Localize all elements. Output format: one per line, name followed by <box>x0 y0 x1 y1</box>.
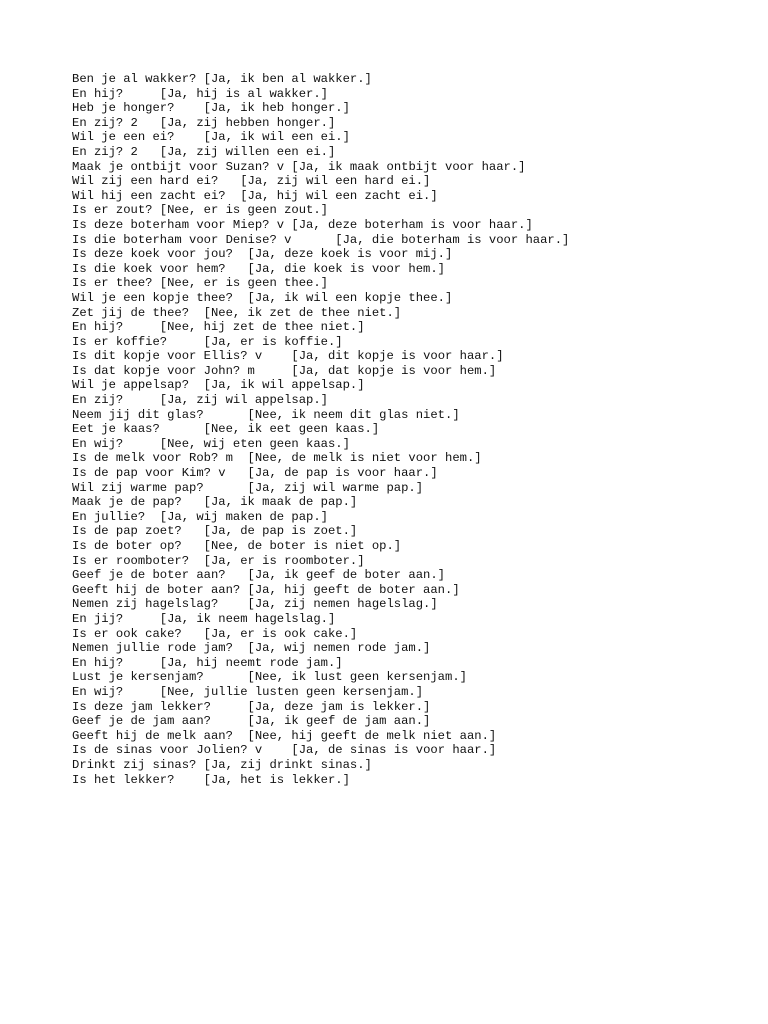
dialogue-line <box>72 554 569 569</box>
answer-text: [Nee, er is geen thee.] <box>159 276 328 291</box>
answer-text: [Ja, ik wil een kopje thee.] <box>247 290 453 305</box>
dialogue-line <box>72 160 569 175</box>
dialogue-line <box>72 597 569 612</box>
question-text: En jullie? <box>72 509 160 524</box>
dialogue-list <box>72 72 569 787</box>
answer-text: [Ja, hij is al wakker.] <box>159 86 328 101</box>
question-text: Nemen jullie rode jam? <box>72 641 248 656</box>
dialogue-line <box>72 612 569 627</box>
answer-text: [Ja, zij wil een hard ei.] <box>240 174 431 189</box>
dialogue-line <box>72 306 569 321</box>
question-text: Geef je de jam aan? <box>72 714 248 729</box>
answer-text: [Ja, ik wil appelsap.] <box>203 378 365 393</box>
answer-text: [Ja, hij neemt rode jam.] <box>159 655 343 670</box>
answer-text: [Ja, deze jam is lekker.] <box>247 699 431 714</box>
question-text: Neem jij dit glas? <box>72 407 248 422</box>
dialogue-line <box>72 714 569 729</box>
answer-text: [Ja, zij willen een ei.] <box>159 144 336 159</box>
dialogue-line <box>72 539 569 554</box>
question-text: Wil zij een hard ei? <box>72 174 241 189</box>
dialogue-line <box>72 320 569 335</box>
question-text: En wij? <box>72 684 160 699</box>
answer-text: [Ja, wij maken de pap.] <box>159 509 328 524</box>
dialogue-line <box>72 189 569 204</box>
dialogue-line <box>72 422 569 437</box>
dialogue-line <box>72 116 569 131</box>
question-text: Maak je de pap? <box>72 495 204 510</box>
answer-text: [Ja, zij nemen hagelslag.] <box>247 597 438 612</box>
answer-text: [Ja, de pap is voor haar.] <box>247 466 438 481</box>
dialogue-line <box>72 451 569 466</box>
question-text: Is er koffie? <box>72 334 204 349</box>
answer-text: [Ja, hij geeft de boter aan.] <box>247 582 460 597</box>
question-text: Maak je ontbijt voor Suzan? v <box>72 159 292 174</box>
answer-text: [Nee, ik eet geen kaas.] <box>203 422 380 437</box>
dialogue-line <box>72 101 569 116</box>
dialogue-line <box>72 773 569 788</box>
dialogue-line <box>72 510 569 525</box>
dialogue-line <box>72 524 569 539</box>
dialogue-line <box>72 233 569 248</box>
question-text: En zij? <box>72 393 160 408</box>
dialogue-line <box>72 743 569 758</box>
dialogue-line <box>72 495 569 510</box>
question-text: Eet je kaas? <box>72 422 204 437</box>
question-text: En zij? 2 <box>72 115 160 130</box>
answer-text: [Ja, er is roomboter.] <box>203 553 365 568</box>
question-text: Is deze boterham voor Miep? v <box>72 217 292 232</box>
answer-text: [Nee, de boter is niet op.] <box>203 539 402 553</box>
question-text: Is er thee? <box>72 276 160 291</box>
question-text: Wil je appelsap? <box>72 378 204 393</box>
answer-text: [Ja, ik maak ontbijt voor haar.] <box>291 159 526 174</box>
answer-text: [Nee, de melk is niet voor hem.] <box>247 451 482 466</box>
dialogue-line <box>72 627 569 642</box>
question-text: Is de pap zoet? <box>72 524 204 539</box>
dialogue-line <box>72 87 569 102</box>
question-text: En hij? <box>72 655 160 670</box>
answer-text: [Ja, wij nemen rode jam.] <box>247 641 431 656</box>
question-text: Geeft hij de melk aan? <box>72 728 248 743</box>
question-text: Is die boterham voor Denise? v <box>72 232 336 247</box>
dialogue-line <box>72 203 569 218</box>
dialogue-line <box>72 276 569 291</box>
dialogue-line <box>72 130 569 145</box>
dialogue-line <box>72 437 569 452</box>
answer-text: [Ja, zij wil warme pap.] <box>247 480 424 495</box>
question-text: Wil hij een zacht ei? <box>72 188 241 203</box>
question-text: En hij? <box>72 86 160 101</box>
dialogue-line <box>72 291 569 306</box>
answer-text: [Ja, ik neem hagelslag.] <box>159 611 336 626</box>
dialogue-line <box>72 408 569 423</box>
dialogue-line <box>72 262 569 277</box>
question-text: Is er ook cake? <box>72 626 204 641</box>
dialogue-line <box>72 174 569 189</box>
dialogue-line <box>72 729 569 744</box>
question-text: Wil zij warme pap? <box>72 480 248 495</box>
answer-text: [Ja, zij hebben honger.] <box>159 115 336 130</box>
question-text: Lust je kersenjam? <box>72 670 248 685</box>
question-text: Is er zout? <box>72 203 160 218</box>
answer-text: [Ja, ik geef de boter aan.] <box>247 568 446 583</box>
answer-text: [Ja, dat kopje is voor hem.] <box>291 363 497 378</box>
dialogue-line <box>72 393 569 408</box>
answer-text: [Ja, ik maak de pap.] <box>203 495 358 510</box>
dialogue-line <box>72 72 569 87</box>
answer-text: [Ja, het is lekker.] <box>203 772 350 787</box>
dialogue-line <box>72 145 569 160</box>
answer-text: [Nee, jullie lusten geen kersenjam.] <box>159 684 424 699</box>
answer-text: [Ja, de sinas is voor haar.] <box>291 743 497 758</box>
answer-text: [Nee, wij eten geen kaas.] <box>159 436 350 451</box>
dialogue-line <box>72 568 569 583</box>
answer-text: [Ja, dit kopje is voor haar.] <box>291 349 504 364</box>
question-text: Nemen zij hagelslag? <box>72 597 248 612</box>
answer-text: [Ja, die koek is voor hem.] <box>247 261 446 276</box>
dialogue-line <box>72 481 569 496</box>
answer-text: [Nee, ik zet de thee niet.] <box>203 305 402 320</box>
question-text: Is dat kopje voor John? m <box>72 363 292 378</box>
answer-text: [Ja, de pap is zoet.] <box>203 524 358 539</box>
answer-text: [Nee, hij zet de thee niet.] <box>159 320 365 335</box>
question-text: En zij? 2 <box>72 144 160 159</box>
answer-text: [Ja, ik geef de jam aan.] <box>247 714 431 729</box>
dialogue-line <box>72 656 569 671</box>
answer-text: [Ja, er is ook cake.] <box>203 626 358 641</box>
question-text: Is de pap voor Kim? v <box>72 466 248 481</box>
question-text: Is de boter op? <box>72 539 204 553</box>
answer-text: [Ja, er is koffie.] <box>203 334 343 349</box>
dialogue-line <box>72 670 569 685</box>
dialogue-line <box>72 685 569 700</box>
answer-text: [Ja, die boterham is voor haar.] <box>335 232 570 247</box>
dialogue-line <box>72 349 569 364</box>
question-text: En wij? <box>72 436 160 451</box>
answer-text: [Nee, ik neem dit glas niet.] <box>247 407 460 422</box>
question-text: Geef je de boter aan? <box>72 568 248 583</box>
dialogue-line <box>72 641 569 656</box>
answer-text: [Ja, ik heb honger.] <box>203 101 350 116</box>
question-text: Zet jij de thee? <box>72 305 204 320</box>
question-text: En hij? <box>72 320 160 335</box>
answer-text: [Ja, deze koek is voor mij.] <box>247 247 453 262</box>
dialogue-line <box>72 758 569 773</box>
dialogue-line <box>72 378 569 393</box>
question-text: En jij? <box>72 611 160 626</box>
dialogue-line <box>72 218 569 233</box>
dialogue-line <box>72 364 569 379</box>
question-text: Is deze koek voor jou? <box>72 247 248 262</box>
answer-text: [Ja, zij wil appelsap.] <box>159 393 328 408</box>
dialogue-line <box>72 247 569 262</box>
question-text: Heb je honger? <box>72 101 204 116</box>
question-text: Is de sinas voor Jolien? v <box>72 743 292 758</box>
answer-text: [Nee, er is geen zout.] <box>159 203 328 218</box>
question-text: Drinkt zij sinas? <box>72 757 204 772</box>
question-text: Is dit kopje voor Ellis? v <box>72 349 292 364</box>
answer-text: [Nee, hij geeft de melk niet aan.] <box>247 728 497 743</box>
dialogue-line <box>72 466 569 481</box>
question-text: Geeft hij de boter aan? <box>72 582 248 597</box>
question-text: Is die koek voor hem? <box>72 261 248 276</box>
answer-text: [Ja, hij wil een zacht ei.] <box>240 188 438 203</box>
dialogue-line <box>72 700 569 715</box>
question-text: Is deze jam lekker? <box>72 699 248 714</box>
dialogue-line <box>72 335 569 350</box>
question-text: Is de melk voor Rob? m <box>72 451 248 466</box>
question-text: Wil je een ei? <box>72 130 204 145</box>
question-text: Is het lekker? <box>72 772 204 787</box>
answer-text: [Ja, deze boterham is voor haar.] <box>291 217 533 232</box>
question-text: Wil je een kopje thee? <box>72 290 248 305</box>
question-text: Ben je al wakker? <box>72 72 204 86</box>
answer-text: [Nee, ik lust geen kersenjam.] <box>247 670 467 685</box>
answer-text: [Ja, ik ben al wakker.] <box>203 72 372 86</box>
answer-text: [Ja, zij drinkt sinas.] <box>203 757 372 772</box>
question-text: Is er roomboter? <box>72 553 204 568</box>
answer-text: [Ja, ik wil een ei.] <box>203 130 350 145</box>
dialogue-line <box>72 583 569 598</box>
